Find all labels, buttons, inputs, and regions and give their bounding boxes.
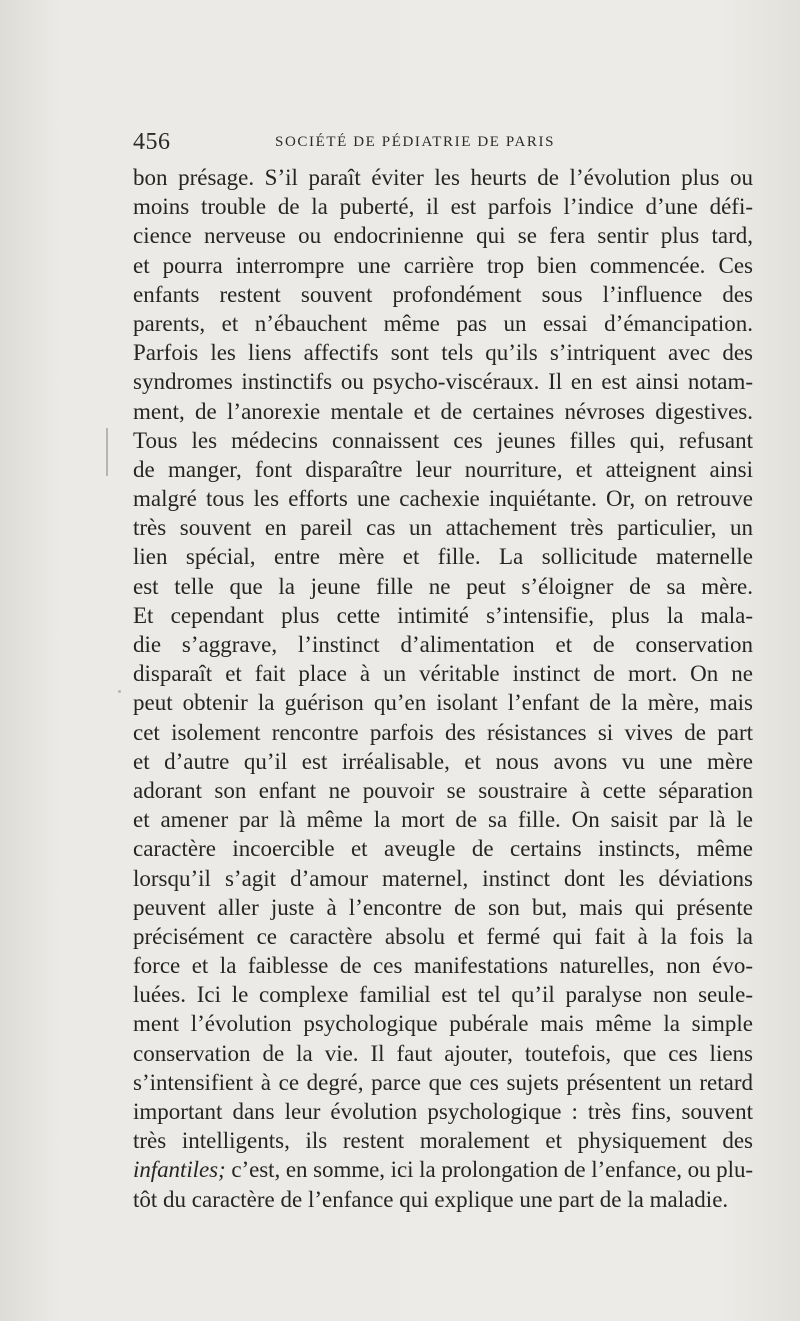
text-line: force et la faiblesse de ces manifestations naturelles, non évo- <box>133 953 753 979</box>
text-line: ment, de l’anorexie mentale et de certaines névroses digestives. <box>133 398 753 424</box>
text-line: moins trouble de la puberté, il est parfois l’indice d’une défi- <box>133 194 753 220</box>
page-number: 456 <box>133 129 171 155</box>
text-line: cience nerveuse ou endocrinienne qui se fera sentir plus tard, <box>133 223 753 249</box>
text-line: et d’autre qu’il est irréalisable, et nous avons vu une mère <box>133 748 753 774</box>
text-line: Parfois les liens affectifs sont tels qu’ils s’intriquent avec des <box>133 340 753 366</box>
text-line <box>133 1155 753 1184</box>
text-line: disparaît et fait place à un véritable instinct de mort. On ne <box>133 661 753 687</box>
text-line: de manger, font disparaître leur nourriture, et atteignent ainsi <box>133 456 753 482</box>
text-line: est telle que la jeune fille ne peut s’éloigner de sa mère. <box>133 573 753 599</box>
text-line: conservation de la vie. Il faut ajouter, toutefois, que ces liens <box>133 1040 753 1066</box>
text-line: très intelligents, ils restent moralement et physiquement des <box>133 1128 753 1154</box>
text-line: caractère incoercible et aveugle de certains instincts, même <box>133 836 753 862</box>
page-header <box>133 125 753 159</box>
text-line: bon présage. S’il paraît éviter les heurts de l’évolution plus ou <box>133 165 753 190</box>
text-line: peuvent aller juste à l’encontre de son but, mais qui présente <box>133 894 753 920</box>
margin-pencil-mark <box>106 428 108 476</box>
text-line: très souvent en pareil cas un attachement très particulier, un <box>133 515 753 541</box>
text-line: ment l’évolution psychologique pubérale mais même la simple <box>133 1011 753 1037</box>
text-line: Tous les médecins connaissent ces jeunes filles qui, refusant <box>133 427 753 453</box>
body-text <box>133 163 753 1214</box>
running-title: SOCIÉTÉ DE PÉDIATRIE DE PARIS <box>275 134 556 150</box>
text-line: lorsqu’il s’agit d’amour maternel, instinct dont les déviations <box>133 865 753 891</box>
text-line: précisément ce caractère absolu et fermé qui fait à la fois la <box>133 923 753 949</box>
text-line: tôt du caractère de l’enfance qui explique une part de la maladie. <box>133 1186 729 1212</box>
text-line: cet isolement rencontre parfois des résistances si vives de part <box>133 719 753 745</box>
text-line: parents, et n’ébauchent même pas un essai d’émancipation. <box>133 310 753 336</box>
text-line: adorant son enfant ne pouvoir se soustraire à cette séparation <box>133 777 753 803</box>
text-line: et pourra interrompre une carrière trop bien commencée. Ces <box>133 252 753 278</box>
text-line: lien spécial, entre mère et fille. La sollicitude maternelle <box>133 544 753 570</box>
text-line: s’intensifient à ce degré, parce que ces sujets présentent un retard <box>133 1069 753 1095</box>
italic-term: infantiles; <box>133 1157 226 1183</box>
text-line: syndromes instinctifs ou psycho-viscéraux. Il en est ainsi notam- <box>133 369 753 395</box>
text-line: important dans leur évolution psychologique : très fins, souvent <box>133 1099 753 1124</box>
text-line: Et cependant plus cette intimité s’intensifie, plus la mala- <box>133 602 753 628</box>
text-line: malgré tous les efforts une cachexie inquiétante. Or, on retrouve <box>133 486 753 512</box>
text-line: die s’aggrave, l’instinct d’alimentation et de conservation <box>133 632 753 657</box>
text-line: et amener par là même la mort de sa fille. On saisit par là le <box>133 807 753 833</box>
text-line: peut obtenir la guérison qu’en isolant l’enfant de la mère, mais <box>133 690 753 716</box>
margin-pencil-mark <box>118 690 121 693</box>
text-line: luées. Ici le complexe familial est tel qu’il paralyse non seule- <box>133 982 753 1008</box>
text-line: enfants restent souvent profondément sous l’influence des <box>133 281 753 307</box>
text-fragment: c’est, en somme, ici la prolongation de l’enfance, ou plu- <box>225 1157 753 1183</box>
